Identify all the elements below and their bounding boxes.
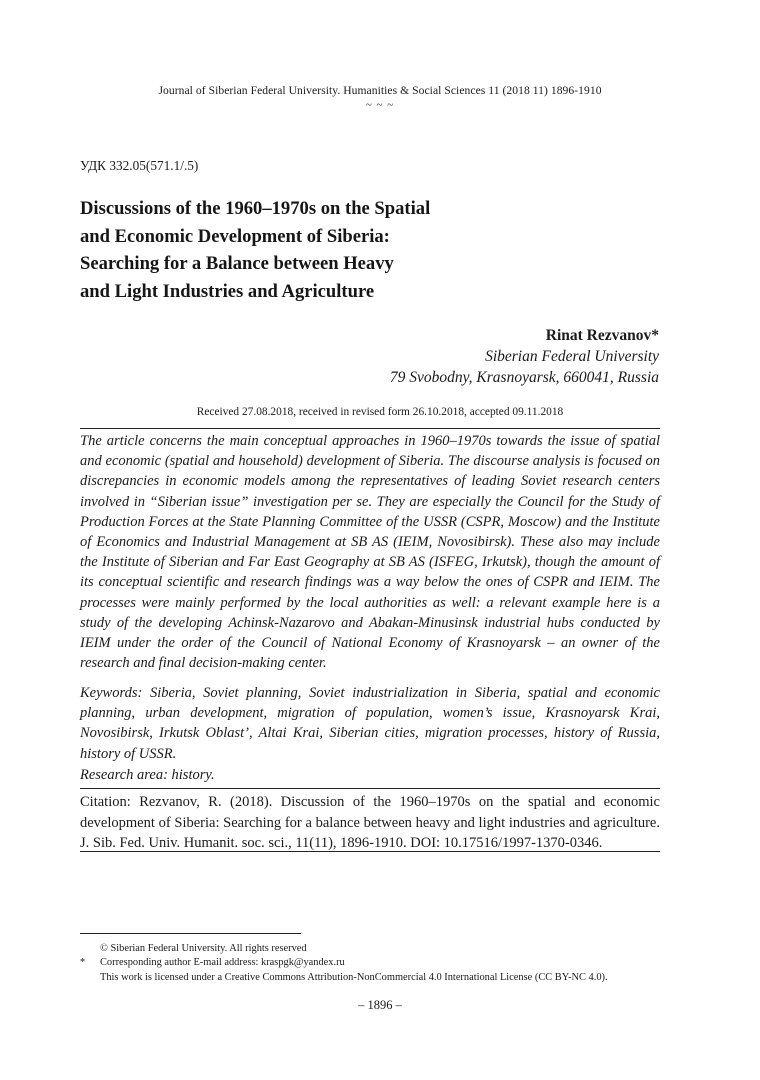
footnote-rule (80, 933, 301, 934)
research-area: Research area: history. (80, 767, 215, 783)
author-block (390, 325, 659, 388)
title-line: Discussions of the 1960–1970s on the Spatial (80, 198, 431, 219)
abstract: The article concerns the main conceptual approaches in 1960–1970s towards the issue of spatial and economic (spatial and household) development of Siberia. The discourse analysis is focused on discrepancies in economic models among the representatives of leading Soviet research centers involved in “Siberian issue” investigation per se. They are especially the Council for the Study of Production Forces at the State Planning Committee of the USSR (CSPR, Moscow) and the Institute of Economics and Industrial Management at SB AS (IEIM, Novosibirsk). These also may include the Institute of Siberian and Far East Geography at SB AS (ISFEG, Irkutsk), though the amount of its conceptual scientific and research findings was a way below the ones of CSPR and IEIM. The processes were mainly performed by the local authorities as well: a relevant example here is a study of the developing Achinsk-Nazarovo and Abakan-Minusinsk industrial hubs conducted by IEIM under the order of the Council of National Economy of Krasnoyarsk – an owner of the research and final decision-making center. (80, 433, 660, 672)
footnote-license: This work is licensed under a Creative Commons Attribution-NonCommercial 4.0 International License (CC BY-NC 4.0). (100, 971, 608, 983)
citation-top-rule (80, 788, 660, 789)
footnote-corresponding: * Corresponding author E-mail address: kraspgk@yandex.ru (80, 956, 680, 970)
author-affiliation: Siberian Federal University (485, 348, 659, 365)
received-dates: Received 27.08.2018, received in revised form 26.10.2018, accepted 09.11.2018 (196, 406, 564, 418)
citation: Citation: Rezvanov, R. (2018). Discussion of the 1960–1970s on the spatial and economic development of Siberia: Searching for a balance between heavy and light industries and agriculture. J. Sib. Fed. Univ. Humanit. soc. sci., 11(11), 1896-1910. DOI: 10.17516/1997-1370-0346. (80, 794, 660, 852)
article-title (80, 195, 560, 305)
abstract-top-rule (80, 428, 660, 429)
keywords: Keywords: Siberia, Soviet planning, Soviet industrialization in Siberia, spatial and economic planning, urban development, migration of population, women’s issue, Krasnoyarsk Krai, Novosibirsk, Irkutsk Oblast’, Altai Krai, Siberian cities, migration processes, history of Russia, history of USSR. (80, 685, 660, 762)
title-line: Searching for a Balance between Heavy (80, 253, 394, 274)
footnote-asterisk: * (80, 957, 86, 969)
author-name: Rinat Rezvanov* (545, 327, 659, 344)
header-ornament: ~ ~ ~ (365, 99, 395, 111)
page-number: – 1896 – (358, 998, 402, 1012)
footnote-copyright: © Siberian Federal University. All rights reserved (100, 943, 307, 954)
footnotes (80, 942, 680, 985)
title-line: and Economic Development of Siberia: (80, 225, 390, 247)
author-address: 79 Svobodny, Krasnoyarsk, 660041, Russia (389, 369, 659, 386)
title-line: and Light Industries and Agriculture (80, 280, 375, 302)
journal-header: Journal of Siberian Federal University. Humanities & Social Sciences 11 (2018 11) 1896-1910 (158, 84, 602, 97)
udc-code: УДК 332.05(571.1/.5) (80, 158, 199, 173)
citation-bottom-rule (80, 851, 660, 852)
